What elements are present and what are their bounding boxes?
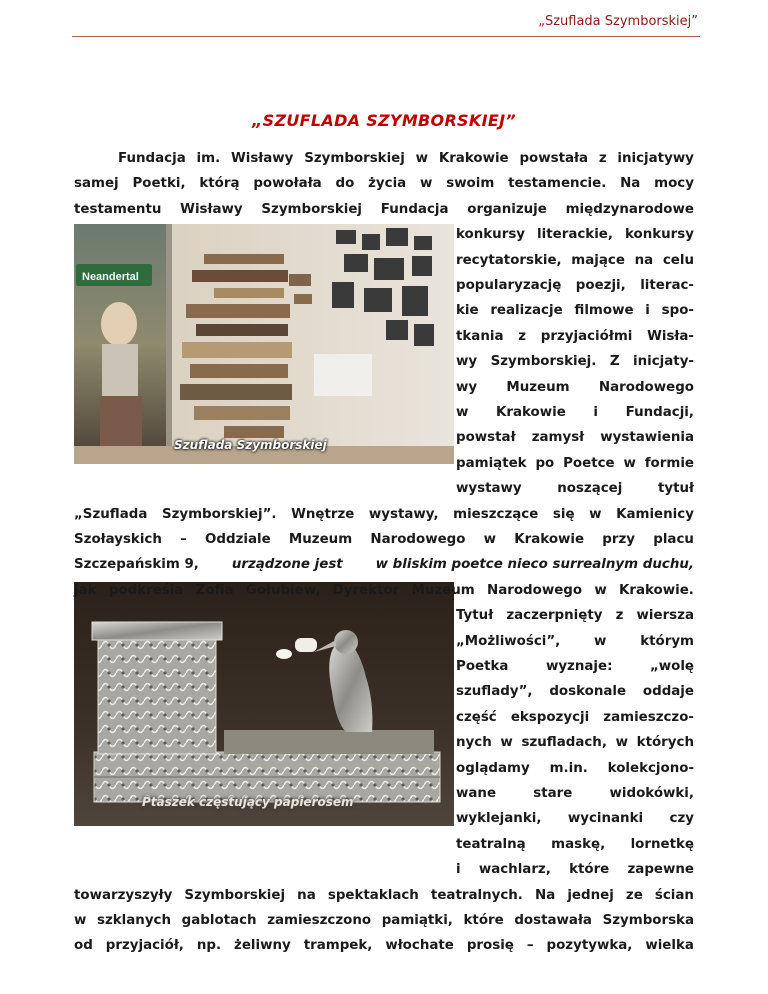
- sign-text: Neandertal: [82, 271, 139, 283]
- word: spo-: [661, 303, 694, 319]
- word: wystawy,: [368, 506, 439, 522]
- word: testamentu: [74, 201, 162, 217]
- word: ze: [625, 887, 643, 903]
- text-line: [456, 684, 694, 699]
- word: Muzeum: [288, 532, 353, 547]
- silver-bird-graphic: [74, 582, 454, 826]
- word: konkursy: [456, 227, 526, 243]
- word: w: [456, 405, 469, 420]
- word: Na: [620, 176, 641, 192]
- word: wy: [456, 354, 478, 370]
- word: mocy: [654, 176, 694, 192]
- word: powstała: [519, 151, 589, 166]
- word: np.: [196, 938, 222, 954]
- word: w: [415, 151, 429, 166]
- word: się: [552, 506, 575, 522]
- silver-bird-photo: [74, 582, 454, 826]
- word: Zofia: [195, 582, 234, 598]
- word: Poetce: [563, 455, 615, 471]
- word: Kamienicy: [616, 506, 694, 522]
- word: trampek,: [303, 938, 373, 954]
- text-line: [456, 608, 694, 623]
- word: ścian: [654, 887, 694, 903]
- word: którą: [199, 176, 240, 192]
- text-line: [456, 303, 694, 318]
- word: i: [645, 303, 650, 319]
- word: które: [463, 913, 504, 928]
- word: zamysł: [531, 430, 585, 446]
- word: Fundacji,: [625, 405, 694, 420]
- text-line: [118, 151, 694, 166]
- word: realizacje: [490, 303, 563, 319]
- word: widokówki,: [609, 786, 694, 801]
- text-line: [74, 557, 694, 572]
- word: i: [593, 405, 598, 420]
- word: przyjaciółmi: [540, 328, 633, 344]
- word: Krakowie: [514, 532, 585, 547]
- word: Narodowego: [370, 532, 466, 547]
- word: jak: [74, 582, 97, 598]
- word: przy: [602, 532, 636, 547]
- text-line: [456, 786, 694, 801]
- word: w: [623, 455, 636, 471]
- word: kie: [456, 303, 479, 319]
- word: Z: [609, 354, 620, 370]
- word: formie: [644, 455, 694, 471]
- text-line: [456, 253, 694, 268]
- text-line: [74, 202, 694, 217]
- word: jednej: [567, 887, 614, 903]
- text-line: [74, 532, 694, 547]
- word: Wisławy: [180, 201, 243, 217]
- word: „Możliwości”,: [456, 633, 561, 649]
- word: w: [594, 633, 607, 649]
- word: zaczerpnięty: [506, 608, 603, 624]
- word: recytatorskie,: [456, 252, 562, 268]
- exhibition-photo-graphic: [74, 224, 454, 464]
- text-line: [456, 837, 694, 852]
- text-line: [456, 380, 694, 395]
- word: Wnętrze: [291, 506, 355, 522]
- word: placu: [653, 532, 694, 547]
- text-line: [456, 659, 694, 674]
- word: Poetki,: [132, 176, 186, 192]
- word: Fundacja: [118, 151, 186, 166]
- text-line: [456, 481, 694, 496]
- word: których: [636, 735, 694, 751]
- text-line: [456, 354, 694, 369]
- word: czy: [669, 811, 694, 827]
- word: zapewne: [627, 862, 694, 878]
- header-rule: [72, 36, 700, 37]
- word: gablotach: [181, 913, 257, 928]
- word: inicjaty-: [633, 354, 694, 370]
- word: „Szuflada: [74, 506, 148, 522]
- word: dostawała: [514, 913, 592, 928]
- word: włochate: [385, 938, 454, 954]
- word: filmowe: [574, 303, 634, 319]
- word: w: [500, 735, 513, 751]
- word: nych: [456, 735, 492, 751]
- word: w: [594, 582, 607, 598]
- word: w: [483, 532, 497, 547]
- exhibition-photo-caption: Szuflada Szymborskiej: [174, 438, 327, 452]
- word: którym: [640, 633, 694, 649]
- word: maskę,: [551, 836, 606, 852]
- word: na: [297, 887, 316, 903]
- word: Szymborskiej: [261, 201, 363, 217]
- word: Szołayskich: [74, 532, 162, 547]
- word: zamieszczono: [267, 913, 372, 928]
- word: tytuł: [657, 481, 694, 497]
- running-header: „Szuflada Szymborskiej”: [538, 14, 698, 29]
- word: które: [569, 862, 610, 878]
- word: Szymborskiej: [304, 151, 405, 166]
- word: wycinanki: [567, 811, 644, 827]
- word: Krakowie.: [619, 582, 694, 598]
- word: samej: [74, 176, 119, 192]
- word: testamencie.: [508, 176, 607, 192]
- word: Na: [535, 887, 556, 903]
- word: celu: [662, 252, 694, 268]
- word: Fundacja: [380, 201, 449, 217]
- word: wystawy: [456, 481, 522, 497]
- word: z: [615, 608, 624, 624]
- word: w: [615, 735, 628, 751]
- word: na: [634, 252, 654, 268]
- word: w bliskim poetce nieco surrealnym duchu,: [375, 557, 694, 573]
- word: oddaje: [642, 684, 694, 700]
- text-line: [456, 735, 694, 750]
- word: z: [518, 328, 527, 344]
- word: Krakowie: [438, 151, 509, 166]
- word: Szymborskiej: [184, 887, 286, 903]
- word: stare: [533, 786, 573, 801]
- word: Gołubiew,: [245, 582, 321, 598]
- word: Wisławy: [230, 151, 294, 166]
- word: Narodowego: [487, 582, 583, 598]
- text-line: [456, 227, 694, 242]
- word: Narodowego: [598, 379, 694, 395]
- word: Oddziale: [205, 532, 271, 547]
- word: podkreśla: [108, 582, 184, 598]
- word: w: [420, 176, 433, 192]
- word: do: [335, 176, 355, 192]
- word: –: [526, 938, 534, 954]
- page-title: „SZUFLADA SZYMBORSKIEJ”: [252, 111, 516, 130]
- word: urządzone jest: [231, 557, 343, 573]
- text-line: [456, 329, 694, 344]
- word: prosię: [466, 938, 514, 954]
- word: powstał: [456, 430, 516, 446]
- word: pamiątek: [456, 455, 527, 471]
- word: Muzeum: [506, 379, 570, 395]
- word: konkursy: [624, 227, 694, 243]
- word: literac-: [640, 278, 694, 293]
- word: organizuje: [467, 201, 547, 217]
- word: szufladach,: [521, 735, 607, 751]
- word: ekspozycji: [510, 709, 590, 725]
- word: literackie,: [537, 227, 613, 243]
- word: szklanych: [97, 913, 172, 928]
- word: popularyzację: [456, 278, 562, 293]
- text-line: [456, 634, 694, 649]
- word: inicjatywy: [617, 151, 694, 166]
- word: żeliwny: [234, 938, 291, 954]
- text-line: [456, 761, 694, 776]
- word: „wolę: [649, 659, 694, 674]
- word: życia: [368, 176, 407, 192]
- word: wiersza: [636, 608, 694, 624]
- word: spektaklach: [327, 887, 419, 903]
- word: Szczepańskim 9,: [74, 557, 199, 573]
- word: Wisła-: [647, 328, 694, 344]
- word: kolekcjono-: [607, 760, 694, 776]
- exhibition-photo: [74, 224, 454, 464]
- word: –: [180, 532, 187, 547]
- word: w: [74, 913, 87, 928]
- word: Poetka: [456, 659, 509, 674]
- word: przyjaciół,: [105, 938, 184, 954]
- word: wy: [456, 379, 478, 395]
- word: wyklejanki,: [456, 811, 542, 827]
- word: mieszczące: [453, 506, 539, 522]
- word: m.in.: [549, 760, 588, 776]
- word: powołała: [253, 176, 322, 192]
- word: Krakowie: [495, 405, 566, 420]
- word: teatralnych.: [430, 887, 523, 903]
- word: swoim: [446, 176, 495, 192]
- word: po: [535, 455, 555, 471]
- word: pozytywka,: [546, 938, 633, 954]
- word: lornetkę: [630, 836, 694, 852]
- text-line: [74, 176, 694, 191]
- word: Muzeum: [411, 582, 475, 598]
- word: Szymborska: [602, 913, 694, 928]
- text-line: [74, 913, 694, 928]
- word: poezji,: [575, 278, 626, 293]
- word: międzynarodowe: [565, 201, 694, 217]
- word: noszącej: [557, 481, 623, 497]
- word: doskonale: [549, 684, 627, 700]
- word: z: [598, 151, 607, 166]
- word: pamiątki,: [381, 913, 453, 928]
- text-line: [456, 811, 694, 826]
- word: wielka: [645, 938, 694, 954]
- text-line: [74, 888, 694, 903]
- word: od: [74, 938, 93, 954]
- word: wane: [456, 786, 497, 801]
- word: mające: [571, 252, 625, 268]
- word: zamieszczo-: [603, 709, 694, 725]
- word: wachlarz,: [478, 862, 551, 878]
- silver-bird-photo-caption: Ptaszek częstujący papierosem: [142, 795, 354, 809]
- word: szuflady”,: [456, 684, 533, 700]
- word: część: [456, 709, 497, 725]
- word: Szymborskiej.: [490, 354, 597, 370]
- word: im.: [196, 151, 221, 166]
- text-line: [74, 938, 694, 953]
- word: w: [589, 506, 602, 522]
- text-line: [456, 430, 694, 445]
- word: towarzyszyły: [74, 887, 173, 903]
- text-line: [74, 507, 694, 522]
- word: Dyrektor: [332, 582, 400, 598]
- word: oglądamy: [456, 760, 530, 776]
- word: Szymborskiej”.: [161, 506, 277, 522]
- word: Tytuł: [456, 608, 494, 624]
- word: wystawienia: [600, 430, 694, 446]
- text-line: [456, 278, 694, 293]
- text-line: [456, 862, 694, 877]
- word: wyznaje:: [545, 659, 613, 674]
- text-line: [456, 405, 694, 420]
- word: i: [456, 862, 461, 878]
- word: teatralną: [456, 836, 526, 852]
- text-line: [456, 456, 694, 471]
- text-line: [456, 710, 694, 725]
- word: tkania: [456, 328, 504, 344]
- text-line: [74, 583, 694, 598]
